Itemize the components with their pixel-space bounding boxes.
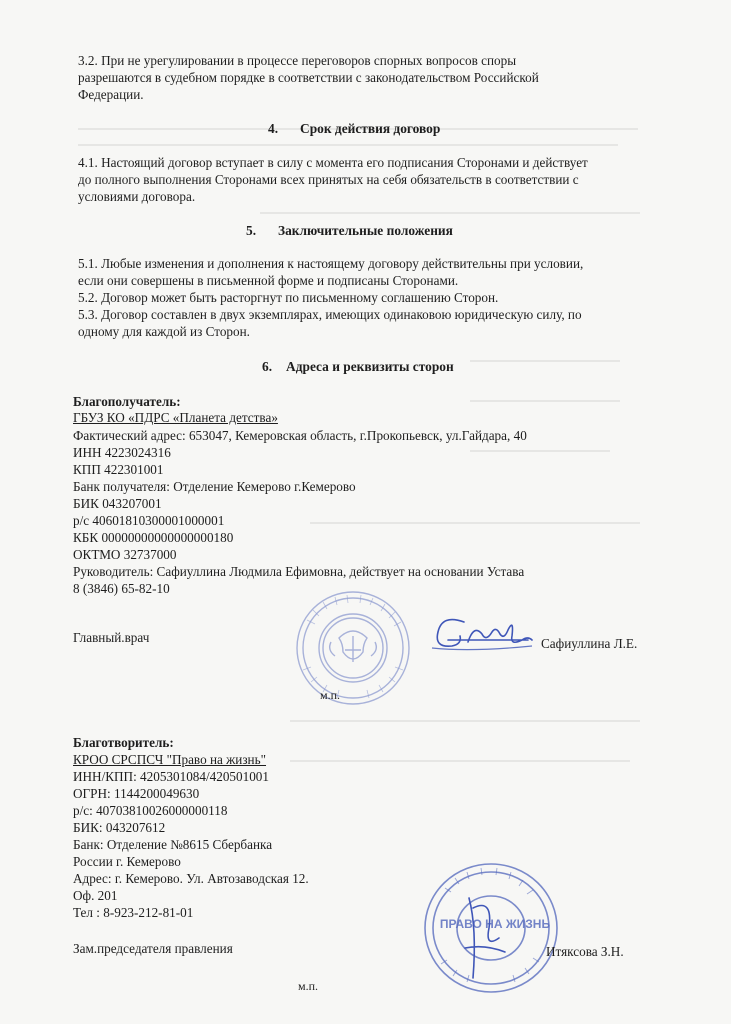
beneficiary-detail: КПП 422301001 xyxy=(73,462,164,477)
clause-5-line: если они совершены в письменной форме и подписаны Сторонами. xyxy=(78,273,459,288)
section-title: Заключительные положения xyxy=(278,223,453,238)
clause-3-2-line: Федерации. xyxy=(78,87,144,102)
beneficiary-detail: ОКТМО 32737000 xyxy=(73,547,177,562)
clause-3-2-line: разрешаются в судебном порядке в соответствии с законодательством Российской xyxy=(78,70,539,85)
section-title: Адреса и реквизиты сторон xyxy=(286,359,454,374)
bleed-through xyxy=(290,760,630,762)
benefactor-detail: ИНН/КПП: 4205301084/420501001 xyxy=(73,769,269,784)
benefactor-position: Зам.председателя правления xyxy=(73,941,233,956)
beneficiary-heading: Благополучатель: xyxy=(73,394,181,409)
beneficiary-signer: Сафиуллина Л.Е. xyxy=(541,636,638,651)
benefactor-signer: Итяксова З.Н. xyxy=(546,944,624,959)
clause-5-line: 5.3. Договор составлен в двух экземплярах, имеющих одинаковою юридическую силу, по xyxy=(78,307,582,322)
beneficiary-detail: КБК 00000000000000000180 xyxy=(73,530,234,545)
benefactor-detail: Тел : 8-923-212-81-01 xyxy=(73,905,194,920)
benefactor-name: КРОО СРСПСЧ "Право на жизнь" xyxy=(73,752,267,767)
bleed-through xyxy=(470,400,620,402)
beneficiary-mp: м.п. xyxy=(320,688,341,702)
clause-5-line: 5.1. Любые изменения и дополнения к настоящему договору действительны при условии, xyxy=(78,256,584,271)
beneficiary-detail: ИНН 4223024316 xyxy=(73,445,171,460)
beneficiary-detail: БИК 043207001 xyxy=(73,496,162,511)
benefactor-mp: м.п. xyxy=(298,979,319,993)
clause-4-1-line: 4.1. Настоящий договор вступает в силу с момента его подписания Сторонами и действует xyxy=(78,155,588,170)
beneficiary-detail: Банк получателя: Отделение Кемерово г.Кемерово xyxy=(73,479,356,494)
beneficiary-detail: Фактический адрес: 653047, Кемеровская область, г.Прокопьевск, ул.Гайдара, 40 xyxy=(73,428,527,443)
beneficiary-stamp xyxy=(283,590,423,706)
bleed-through xyxy=(310,522,640,524)
section-4-heading xyxy=(268,121,440,137)
section-title: Срок действия договор xyxy=(300,121,441,136)
section-6-heading xyxy=(262,359,454,375)
clause-3-2-line: 3.2. При не урегулировании в процессе переговоров спорных вопросов споры xyxy=(78,53,517,68)
beneficiary-detail: р/с 40601810300001000001 xyxy=(73,513,225,528)
beneficiary-detail: Руководитель: Сафиуллина Людмила Ефимовна, действует на основании Устава xyxy=(73,564,525,579)
beneficiary-name: ГБУЗ КО «ПДРС «Планета детства» xyxy=(73,410,278,425)
clause-5-line: одному для каждой из Сторон. xyxy=(78,324,250,339)
beneficiary-position: Главный.врач xyxy=(73,630,150,645)
section-number: 6. xyxy=(262,359,273,374)
beneficiary-signature xyxy=(428,612,540,660)
benefactor-detail: Оф. 201 xyxy=(73,888,118,903)
benefactor-detail: БИК: 043207612 xyxy=(73,820,166,835)
clause-4-1-line: условиями договора. xyxy=(78,189,196,204)
benefactor-detail: Адрес: г. Кемерово. Ул. Автозаводская 12. xyxy=(73,871,309,886)
bleed-through xyxy=(470,450,610,452)
bleed-through xyxy=(290,720,640,722)
bleed-through xyxy=(260,212,640,214)
benefactor-stamp xyxy=(405,858,565,998)
beneficiary-detail: 8 (3846) 65-82-10 xyxy=(73,581,170,596)
section-5-heading xyxy=(246,223,453,239)
bleed-through xyxy=(78,144,618,146)
clause-5-line: 5.2. Договор может быть расторгнут по письменному соглашению Сторон. xyxy=(78,290,499,305)
benefactor-detail: Банк: Отделение №8615 Сбербанка xyxy=(73,837,273,852)
benefactor-detail: ОГРН: 1144200049630 xyxy=(73,786,200,801)
benefactor-detail: России г. Кемерово xyxy=(73,854,181,869)
section-number: 4. xyxy=(268,121,279,136)
section-number: 5. xyxy=(246,223,257,238)
benefactor-stamp-text: ПРАВО НА ЖИЗНЬ xyxy=(439,917,551,931)
clause-4-1-line: до полного выполнения Сторонами всех принятых на себя обязательств в соответствии с xyxy=(78,172,579,187)
benefactor-detail: р/с: 40703810026000000118 xyxy=(73,803,228,818)
bleed-through xyxy=(470,360,620,362)
benefactor-heading: Благотворитель: xyxy=(73,735,174,750)
